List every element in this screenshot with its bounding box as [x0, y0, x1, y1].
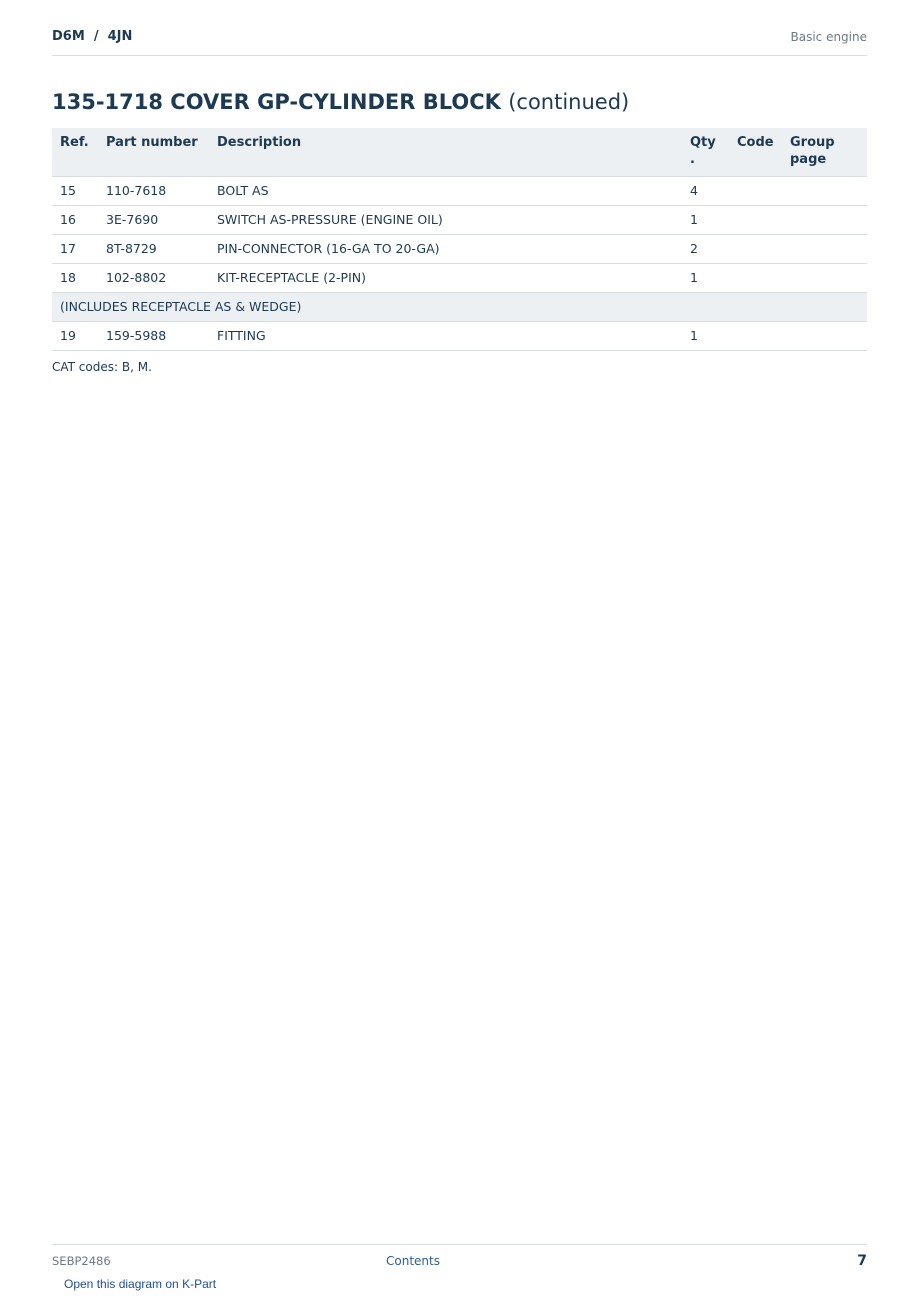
cell-part-number: 3E-7690: [98, 206, 209, 235]
table-header-row: [52, 128, 867, 177]
cat-codes: CAT codes: B, M.: [52, 360, 152, 374]
section-name: Basic engine: [790, 30, 867, 44]
table-row: [52, 322, 867, 351]
col-ref: Ref.: [52, 128, 98, 177]
cell-group-page: [782, 235, 867, 264]
cell-code: [729, 264, 782, 293]
contents-link[interactable]: Contents: [386, 1254, 440, 1268]
title-main: 135-1718 COVER GP-CYLINDER BLOCK: [52, 90, 501, 114]
cell-ref: 17: [52, 235, 98, 264]
cell-group-page: [782, 264, 867, 293]
page-title: [52, 90, 629, 114]
col-description: Description: [209, 128, 682, 177]
table-row: [52, 264, 867, 293]
table-row: [52, 206, 867, 235]
cell-qty: 1: [682, 206, 729, 235]
note-text: (INCLUDES RECEPTACLE AS & WEDGE): [52, 293, 867, 322]
open-kpart-link[interactable]: Open this diagram on K-Part: [64, 1277, 217, 1291]
cell-code: [729, 206, 782, 235]
cell-part-number: 159-5988: [98, 322, 209, 351]
cell-ref: 18: [52, 264, 98, 293]
cell-part-number: 110-7618: [98, 177, 209, 206]
model-code: D6M / 4JN: [52, 29, 133, 44]
cell-description: BOLT AS: [209, 177, 682, 206]
col-qty: Qty .: [682, 128, 729, 177]
cell-group-page: [782, 177, 867, 206]
cell-ref: 15: [52, 177, 98, 206]
title-suffix: (continued): [508, 90, 630, 114]
cell-part-number: 102-8802: [98, 264, 209, 293]
cell-group-page: [782, 322, 867, 351]
cell-ref: 19: [52, 322, 98, 351]
cell-description: PIN-CONNECTOR (16-GA TO 20-GA): [209, 235, 682, 264]
cell-description: FITTING: [209, 322, 682, 351]
col-code: Code: [729, 128, 782, 177]
cell-group-page: [782, 206, 867, 235]
table-row: [52, 235, 867, 264]
col-group-page: Group page: [782, 128, 867, 177]
cell-code: [729, 177, 782, 206]
cell-code: [729, 322, 782, 351]
document-id: SEBP2486: [52, 1254, 111, 1268]
cell-qty: 1: [682, 264, 729, 293]
page-header: [52, 28, 867, 56]
cell-qty: 4: [682, 177, 729, 206]
page-footer: [52, 1244, 867, 1275]
table-note-row: [52, 293, 867, 322]
cell-description: KIT-RECEPTACLE (2-PIN): [209, 264, 682, 293]
table-row: [52, 177, 867, 206]
cell-description: SWITCH AS-PRESSURE (ENGINE OIL): [209, 206, 682, 235]
parts-table: [52, 128, 867, 351]
cell-ref: 16: [52, 206, 98, 235]
col-part-number: Part number: [98, 128, 209, 177]
cell-qty: 2: [682, 235, 729, 264]
page-number: 7: [857, 1253, 867, 1269]
cell-part-number: 8T-8729: [98, 235, 209, 264]
cell-qty: 1: [682, 322, 729, 351]
cell-code: [729, 235, 782, 264]
